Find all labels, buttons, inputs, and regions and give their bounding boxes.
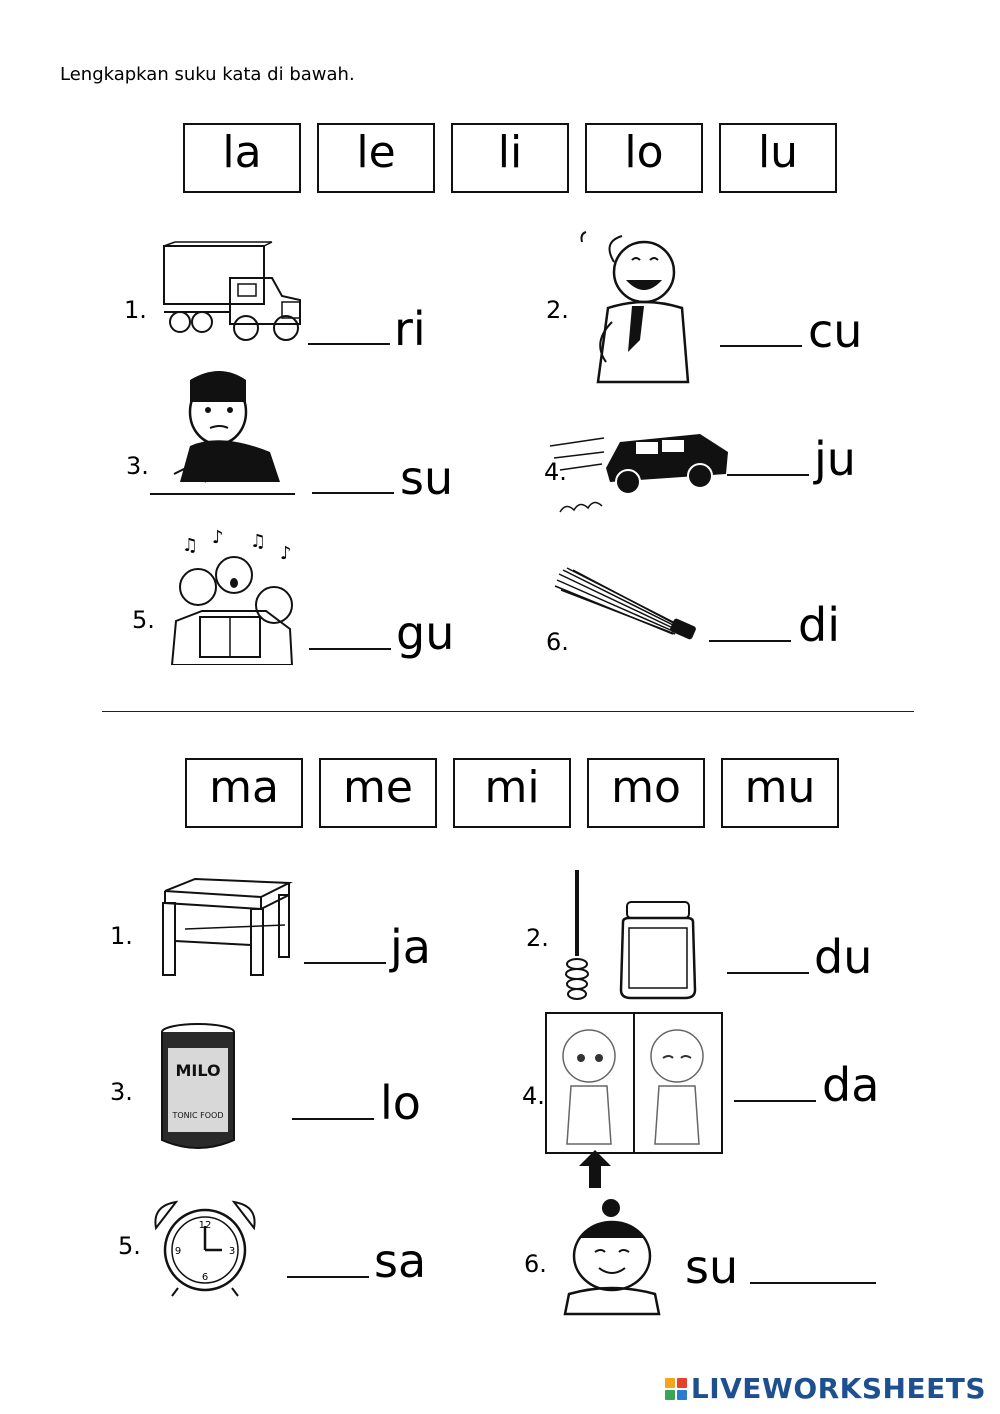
answer-blank[interactable] [287, 1276, 369, 1278]
item-number: 5. [132, 606, 155, 634]
item-number: 5. [118, 1232, 141, 1260]
syllable-suffix: su [685, 1240, 739, 1294]
answer-blank[interactable] [727, 972, 809, 974]
answer-blank[interactable] [720, 345, 802, 347]
desk-icon [155, 875, 295, 980]
item-number: 6. [546, 628, 569, 656]
syllable-box: li [451, 123, 569, 193]
answer-blank[interactable] [304, 962, 386, 964]
young-old-comparison-icon [545, 1012, 725, 1188]
item-number: 4. [544, 458, 567, 486]
syllable-box: le [317, 123, 435, 193]
item-number: 6. [524, 1250, 547, 1278]
syllable-suffix: lo [380, 1076, 421, 1130]
laughing-man-icon [572, 222, 712, 387]
sumo-wrestler-icon [555, 1198, 670, 1316]
syllable-suffix: cu [808, 304, 863, 358]
syllable-row-l [183, 123, 853, 193]
syllable-suffix: gu [396, 606, 455, 660]
item-number: 1. [110, 922, 133, 950]
syllable-suffix: di [798, 598, 840, 652]
boy-writing-icon [150, 362, 295, 497]
answer-blank[interactable] [308, 343, 390, 345]
syllable-row-m [185, 758, 855, 828]
svg-text:9: 9 [174, 1246, 182, 1257]
svg-text:3: 3 [228, 1246, 236, 1257]
broom-icon [553, 566, 698, 641]
syllable-box: me [319, 758, 437, 828]
syllable-box: mu [721, 758, 839, 828]
answer-blank[interactable] [709, 640, 791, 642]
section-divider [102, 711, 914, 712]
svg-text:♫: ♫ [182, 535, 199, 556]
syllable-suffix: ju [814, 432, 856, 486]
answer-blank[interactable] [309, 648, 391, 650]
lorry-icon [160, 240, 305, 345]
svg-text:12: 12 [198, 1220, 212, 1231]
item-number: 2. [546, 296, 569, 324]
item-number: 1. [124, 296, 147, 324]
alarm-clock-icon [148, 1198, 263, 1298]
item-number: 2. [526, 924, 549, 952]
syllable-box: la [183, 123, 301, 193]
can-sub-text: TONIC FOOD [172, 1111, 224, 1120]
answer-blank[interactable] [727, 474, 809, 476]
instruction-text: Lengkapkan suku kata di bawah. [60, 64, 355, 85]
children-singing-icon [162, 525, 307, 665]
item-number: 3. [126, 452, 149, 480]
syllable-box: mi [453, 758, 571, 828]
answer-blank[interactable] [292, 1118, 374, 1120]
syllable-box: lo [585, 123, 703, 193]
syllable-suffix: da [822, 1058, 880, 1112]
milo-can-icon [158, 1022, 238, 1152]
syllable-box: mo [587, 758, 705, 828]
syllable-suffix: du [814, 930, 873, 984]
brand-text: LIVEWORKSHEETS [690, 1372, 986, 1405]
svg-text:♪: ♪ [212, 527, 224, 548]
item-number: 4. [522, 1082, 545, 1110]
syllable-box: ma [185, 758, 303, 828]
liveworksheets-brand [665, 1372, 986, 1405]
syllable-suffix: ja [390, 920, 431, 974]
svg-text:♪: ♪ [280, 543, 292, 564]
answer-blank[interactable] [734, 1100, 816, 1102]
syllable-suffix: ri [394, 302, 426, 356]
item-number: 3. [110, 1078, 133, 1106]
syllable-suffix: su [400, 451, 454, 505]
can-brand-text: MILO [175, 1061, 221, 1080]
speeding-car-icon [550, 412, 730, 527]
answer-blank[interactable] [312, 492, 394, 494]
syllable-suffix: sa [374, 1234, 427, 1288]
honey-jar-icon [565, 866, 705, 1006]
liveworksheets-logo-icon [665, 1378, 687, 1400]
svg-text:♫: ♫ [250, 531, 267, 552]
answer-blank[interactable] [750, 1282, 876, 1284]
svg-text:6: 6 [201, 1272, 209, 1283]
syllable-box: lu [719, 123, 837, 193]
